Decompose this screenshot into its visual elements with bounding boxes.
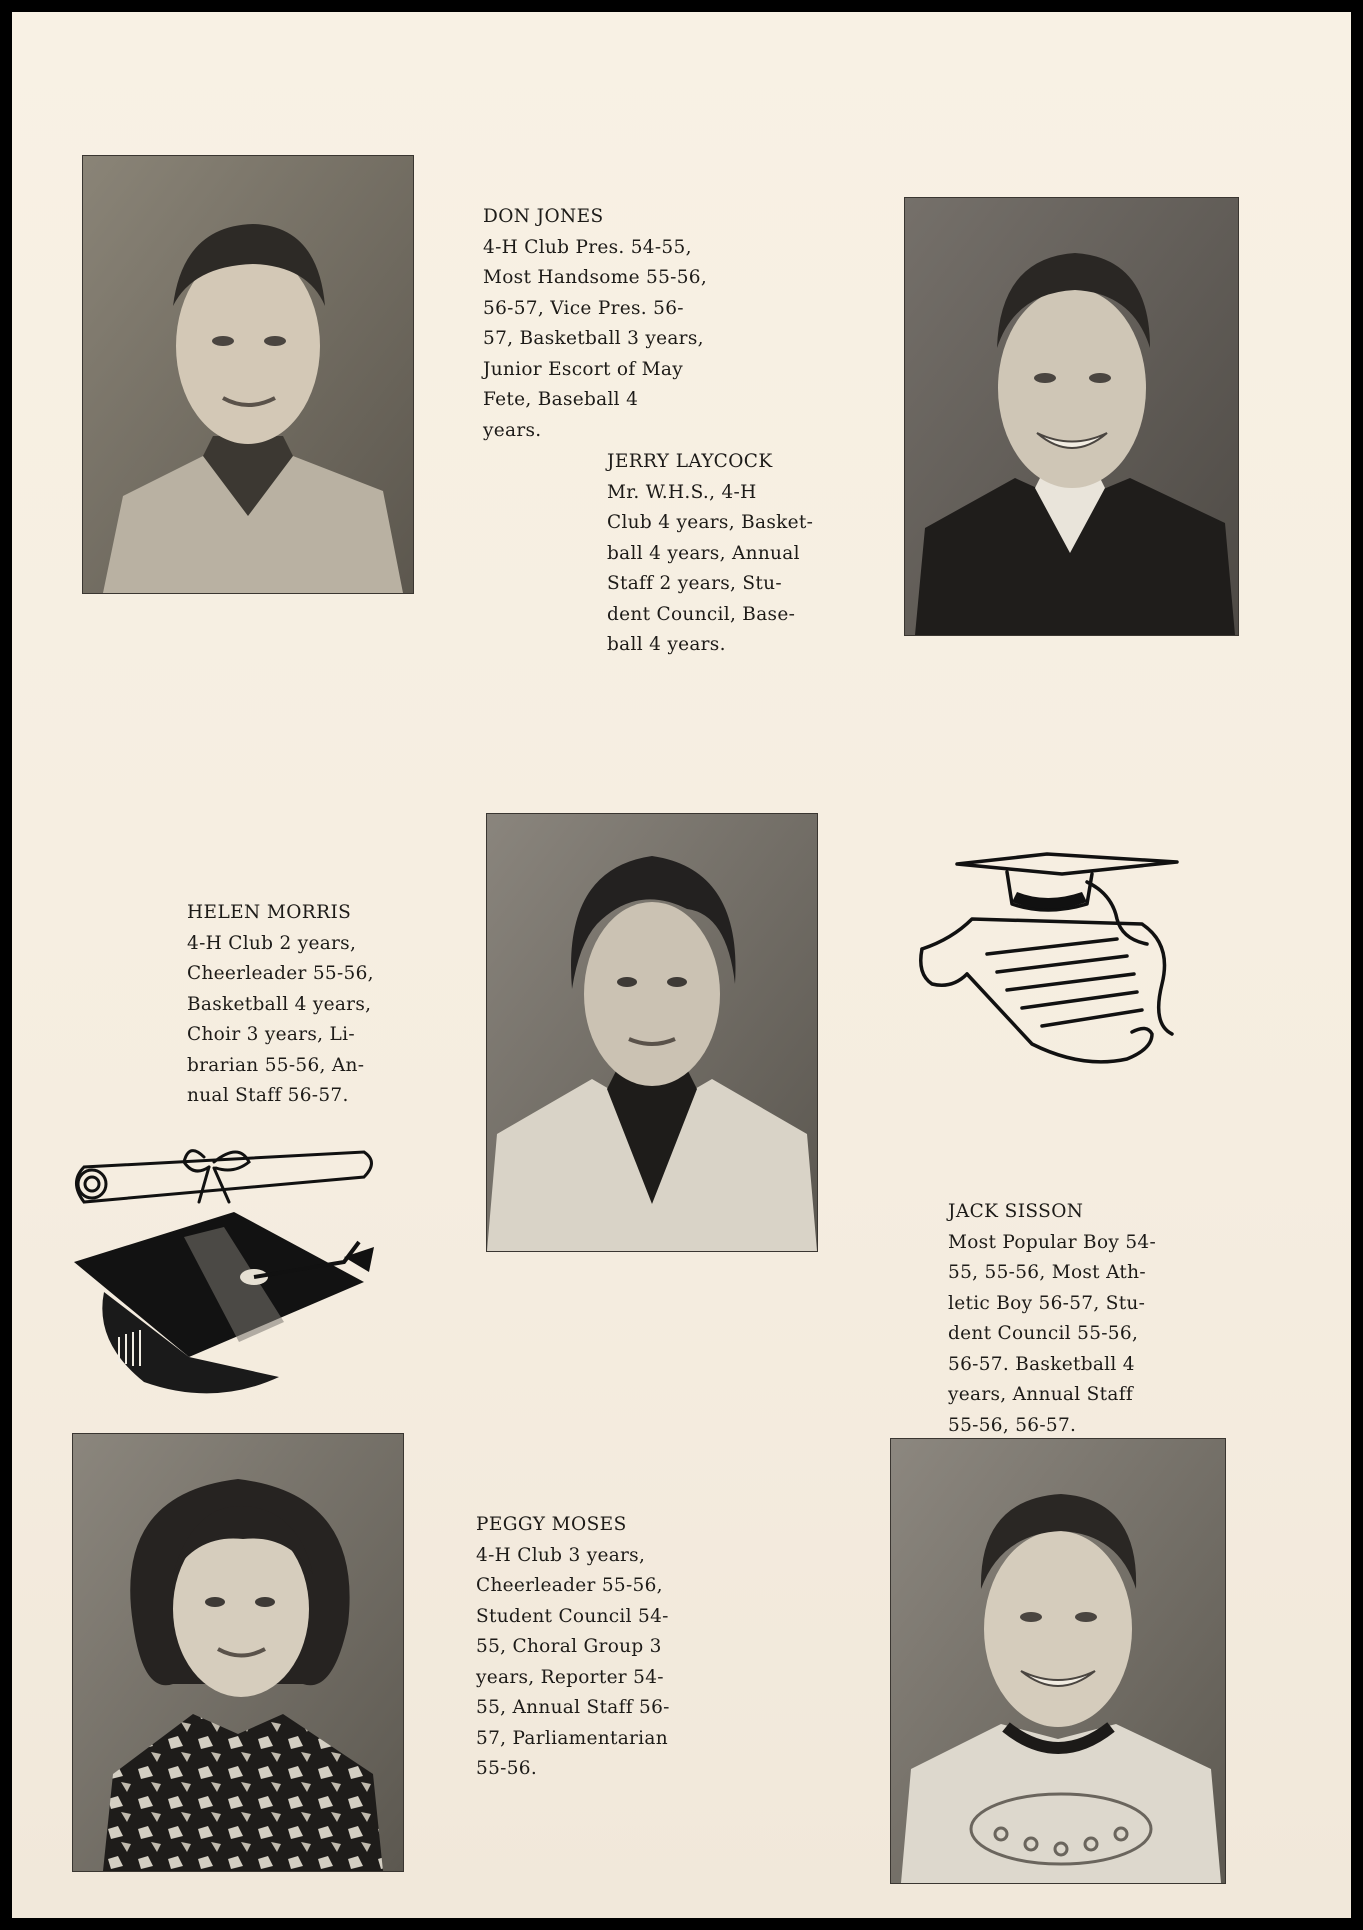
bio-helen-morris — [187, 898, 437, 1112]
bio-jerry-laycock — [607, 447, 847, 661]
bio-line: Cheerleader 55-56, — [476, 1575, 663, 1596]
bio-line: nual Staff 56-57. — [187, 1085, 349, 1106]
bio-line: Student Council 54- — [476, 1605, 669, 1627]
yearbook-page — [12, 12, 1351, 1918]
bio-line: Cheerleader 55-56, — [187, 963, 374, 984]
bio-line: years, Annual Staff — [948, 1384, 1133, 1405]
bio-line: 4-H Club Pres. 54-55, — [483, 236, 692, 258]
mortarboard-scroll-icon — [912, 844, 1202, 1084]
bio-line: 4-H Club 2 years, — [187, 932, 357, 954]
bio-line: dent Council 55-56, — [948, 1323, 1139, 1344]
bio-jack-sisson — [948, 1197, 1208, 1441]
student-name: HELEN MORRIS — [187, 902, 352, 923]
photo-don-jones — [82, 155, 414, 594]
bio-line: 57, Basketball 3 years, — [483, 328, 704, 349]
bio-line: letic Boy 56-57, Stu- — [948, 1292, 1146, 1314]
bio-line: 56-57. Basketball 4 — [948, 1353, 1135, 1375]
bio-line: 55, 55-56, Most Ath- — [948, 1262, 1146, 1283]
bio-line: Junior Escort of May — [483, 358, 683, 380]
photo-peggy-moses — [72, 1433, 404, 1872]
bio-line: 55-56. — [476, 1758, 538, 1779]
bio-line: dent Council, Base- — [607, 603, 796, 625]
photo-jerry-laycock — [904, 197, 1239, 636]
photo-helen-morris — [486, 813, 818, 1252]
photo-jack-sisson — [890, 1438, 1226, 1884]
student-name: JACK SISSON — [948, 1201, 1084, 1222]
bio-peggy-moses — [476, 1510, 726, 1785]
student-name: DON JONES — [483, 206, 604, 227]
bio-line: Choir 3 years, Li- — [187, 1024, 355, 1045]
student-name: PEGGY MOSES — [476, 1514, 627, 1535]
student-name: JERRY LAYCOCK — [607, 451, 773, 472]
mortarboard-diploma-icon — [64, 1142, 384, 1412]
bio-line: years, Reporter 54- — [476, 1666, 664, 1688]
bio-line: Staff 2 years, Stu- — [607, 573, 782, 594]
bio-line: 55, Choral Group 3 — [476, 1636, 662, 1657]
bio-line: 57, Parliamentarian — [476, 1727, 668, 1749]
bio-line: Fete, Baseball 4 — [483, 389, 639, 410]
bio-line: ball 4 years. — [607, 634, 726, 655]
bio-line: Most Popular Boy 54- — [948, 1231, 1157, 1253]
bio-line: Most Handsome 55-56, — [483, 267, 708, 288]
bio-line: 56-57, Vice Pres. 56- — [483, 297, 684, 319]
bio-line: 55-56, 56-57. — [948, 1414, 1077, 1436]
bio-line: Basketball 4 years, — [187, 993, 372, 1015]
bio-line: 4-H Club 3 years, — [476, 1544, 646, 1566]
bio-line: Club 4 years, Basket- — [607, 512, 814, 533]
bio-don-jones — [483, 202, 733, 446]
bio-line: Mr. W.H.S., 4-H — [607, 481, 757, 503]
bio-line: years. — [483, 419, 542, 441]
bio-line: brarian 55-56, An- — [187, 1054, 365, 1076]
bio-line: ball 4 years, Annual — [607, 542, 800, 564]
bio-line: 55, Annual Staff 56- — [476, 1697, 670, 1718]
